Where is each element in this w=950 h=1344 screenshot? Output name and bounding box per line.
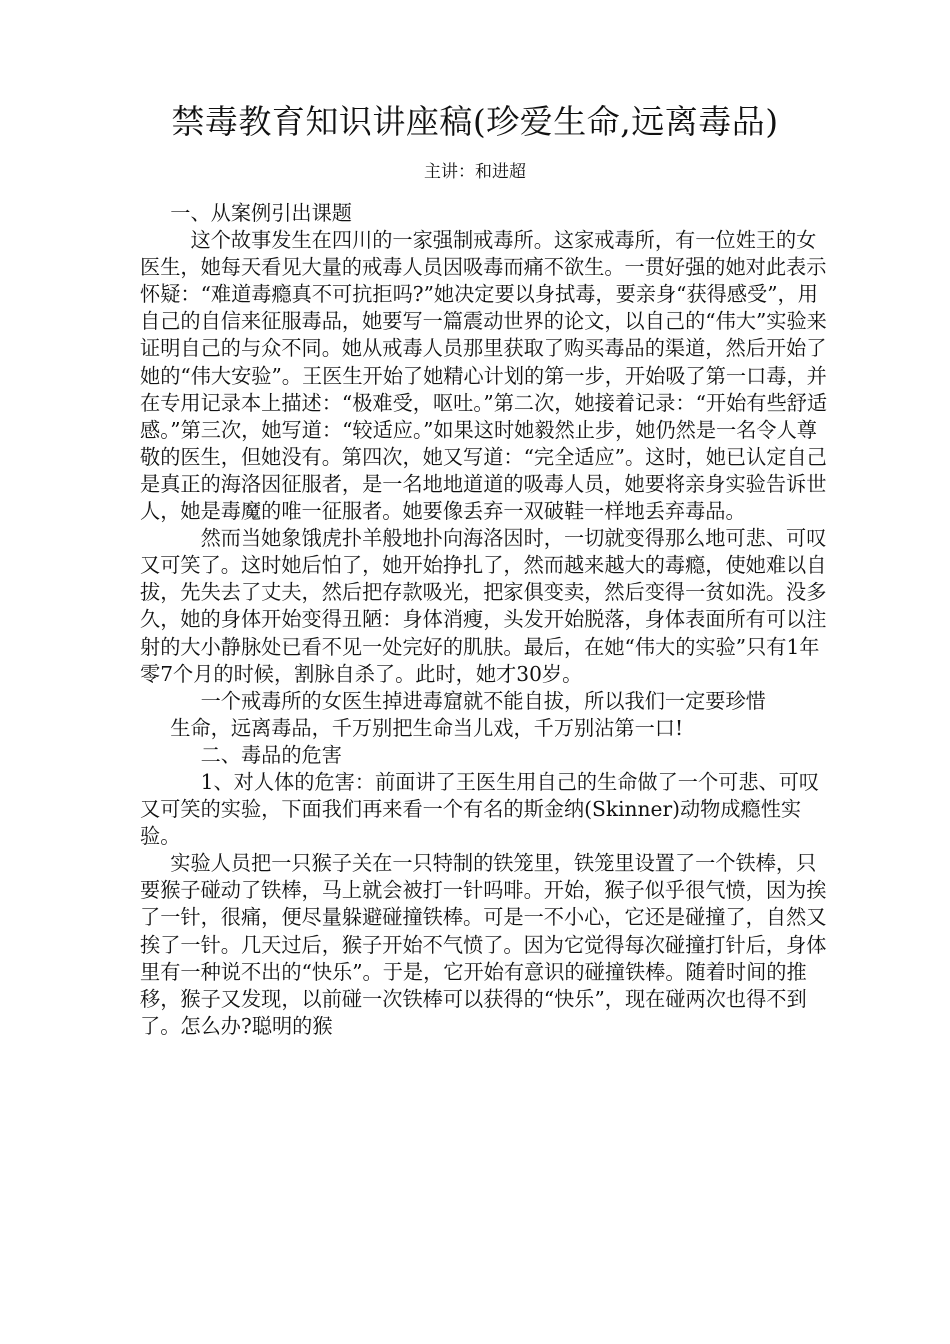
paragraph-story: 这个故事发生在四川的一家强制戒毒所。这家戒毒所，有一位姓王的女医生，她每天看见大量的戒毒人员因吸毒而痛不欲生。一贯好强的她对此表示怀疑：“难道毒瘾真不可抗拒吗?”她决定要以身拭毒，要亲身“获得感受”，用自己的自信来征服毒品，她要写一篇震动世界的论文，以自己的“伟大”实验来证明自己的与众不同。她从戒毒人员那里获取了购买毒品的渠道，然后开始了她的“伟大安验”。王医生开始了她精心计划的第一步，开始吸了第一口毒，并在专用记录本上描述：“极难受，呕吐。”第二次，她接着记录：“开始有些舒适感。”第三次，她写道：“较适应。”如果这时她毅然止步，她仍然是一名令人尊敬的医生，但她没有。第四次，她又写道：“完全适应”。这时，她已认定自己是真正的海洛因征服者，是一名地地道道的吸毒人员，她要将亲身实验告诉世人，她是毒魔的唯一征服者。她要像丢弃一双破鞋一样地丢弃毒品。	[140, 228, 828, 524]
paragraph-lesson-cont: 生命，远离毒品，千万别把生命当儿戏，千万别沾第一口!	[170, 715, 684, 740]
document-body	[140, 200, 830, 1040]
paragraph-aftermath: 然而当她象饿虎扑羊般地扑向海洛因时，一切就变得那么地可悲、可叹又可笑了。这时她后怕了，她开始挣扎了，然而越来越大的毒瘾，使她难以自拔，先失去了丈夫，然后把存款吸光，把家俱变卖，然后变得一贫如洗。没多久，她的身体开始变得丑陋：身体消瘦，头发开始脱落，身体表面所有可以注射的大小静脉处已看不见一处完好的肌肤。最后，在她“伟大的实验”只有1年零7个月的时候，割脉自杀了。此时，她才30岁。	[140, 526, 827, 686]
paragraph-monkey-experiment: 实验人员把一只猴子关在一只特制的铁笼里，铁笼里设置了一个铁棒，只要猴子碰动了铁棒，马上就会被打一针吗啡。开始，猴子似乎很气愤，因为挨了一针，很痛，便尽量躲避碰撞铁棒。可是一不小心，它还是碰撞了，自然又挨了一针。几天过后，猴子开始不气愤了。因为它觉得每次碰撞打针后，身体里有一种说不出的“快乐”。于是，它开始有意识的碰撞铁棒。随着时间的推移，猴子又发现，以前碰一次铁棒可以获得的“快乐”，现在碰两次也得不到了。怎么办?聪明的猴	[140, 851, 827, 1038]
section-heading-2: 二、毒品的危害	[200, 742, 342, 767]
section-heading-1: 一、从案例引出课题	[170, 201, 352, 225]
author-line: 主讲：和进超	[424, 162, 526, 182]
paragraph-lesson: 一个戒毒所的女医生掉进毒窟就不能自拔，所以我们一定要珍惜	[200, 688, 766, 713]
document-title: 禁毒教育知识讲座稿(珍爱生命,远离毒品)	[171, 102, 779, 141]
paragraph-harm-intro: 1、对人体的危害：前面讲了王医生用自己的生命做了一个可悲、可叹又可笑的实验，下面我们再来看一个有名的斯金纳(Skinner)动物成瘾性实验。	[140, 769, 820, 849]
